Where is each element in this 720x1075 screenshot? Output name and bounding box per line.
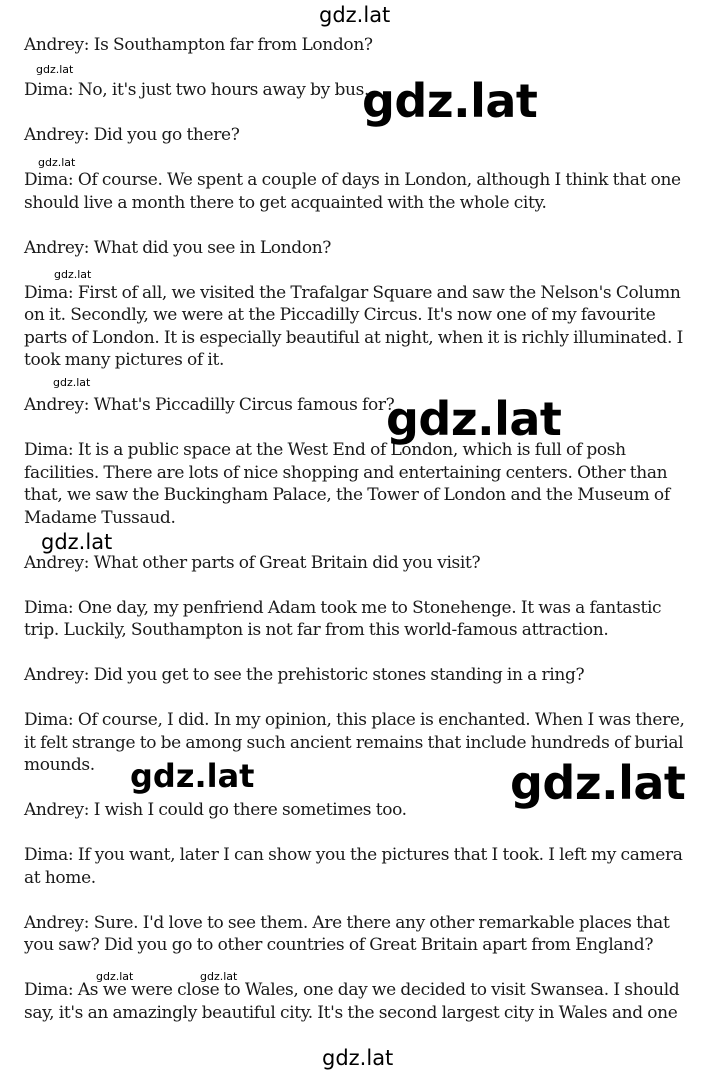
watermark-large-2: gdz.lat bbox=[386, 392, 562, 446]
dialogue-line-3: Andrey: Did you go there? bbox=[24, 125, 240, 145]
watermark-small-5: gdz.lat bbox=[96, 970, 134, 983]
dialogue-line-13: Andrey: I wish I could go there sometimes too. bbox=[24, 800, 407, 820]
dialogue-line-15: Andrey: Sure. I'd love to see them. Are there any other remarkable places that you saw? Did you go to other countries of Great Britain apart from England? bbox=[24, 912, 670, 955]
dialogue-line-9: Andrey: What other parts of Great Britain did you visit? bbox=[24, 552, 481, 573]
dialogue-line-12: Dima: Of course, I did. In my opinion, this place is enchanted. When I was there, it felt strange to be among such ancient remains that include hundreds of burial mounds. bbox=[24, 710, 685, 775]
watermark-large-3: gdz.lat bbox=[130, 757, 255, 795]
watermark-small-1: gdz.lat bbox=[36, 63, 74, 76]
watermark-small-6: gdz.lat bbox=[200, 970, 238, 983]
watermark-medium-1: gdz.lat bbox=[41, 530, 113, 554]
watermark-large-1: gdz.lat bbox=[362, 74, 538, 128]
watermark-small-3: gdz.lat bbox=[54, 268, 92, 281]
dialogue-line-6: Dima: First of all, we visited the Trafalgar Square and saw the Nelson's Column on it. Secondly, we were at the Piccadilly Circus. It's now one of my favourite parts of London. It is especially beautiful at night, when it is richly illuminated. I took many pictures of it. bbox=[24, 282, 683, 370]
dialogue-line-16: Dima: As we were close to Wales, one day we decided to visit Swansea. I should say, it's an amazingly beautiful city. It's the second largest city in Wales and one bbox=[24, 980, 680, 1023]
dialogue-line-14: Dima: If you want, later I can show you the pictures that I took. I left my camera at home. bbox=[24, 845, 683, 888]
dialogue-text bbox=[24, 34, 689, 1047]
dialogue-line-8: Dima: It is a public space at the West End of London, which is full of posh facilities. There are lots of nice shopping and entertaining centers. Other than that, we saw the Buckingham Palace, the Tower of London and the Museum of Madame Tussaud. bbox=[24, 440, 670, 528]
dialogue-line-10: Dima: One day, my penfriend Adam took me to Stonehenge. It was a fantastic trip. Luckily, Southampton is not far from this world-famous attraction. bbox=[24, 597, 662, 640]
dialogue-line-1: Andrey: Is Southampton far from London? bbox=[24, 35, 373, 55]
dialogue-line-11: Andrey: Did you get to see the prehistoric stones standing in a ring? bbox=[24, 665, 585, 685]
dialogue-line-4: Dima: Of course. We spent a couple of days in London, although I think that one should live a month there to get acquainted with the whole city. bbox=[24, 170, 681, 213]
watermark-bottom: gdz.lat bbox=[322, 1046, 394, 1070]
watermark-top: gdz.lat bbox=[319, 3, 391, 27]
dialogue-line-5: Andrey: What did you see in London? bbox=[24, 237, 332, 258]
watermark-small-2: gdz.lat bbox=[38, 156, 76, 169]
dialogue-line-2: Dima: No, it's just two hours away by bus. bbox=[24, 80, 370, 100]
watermark-small-4: gdz.lat bbox=[53, 376, 91, 389]
dialogue-line-7: Andrey: What's Piccadilly Circus famous for? bbox=[24, 395, 395, 415]
watermark-large-4: gdz.lat bbox=[510, 756, 686, 810]
